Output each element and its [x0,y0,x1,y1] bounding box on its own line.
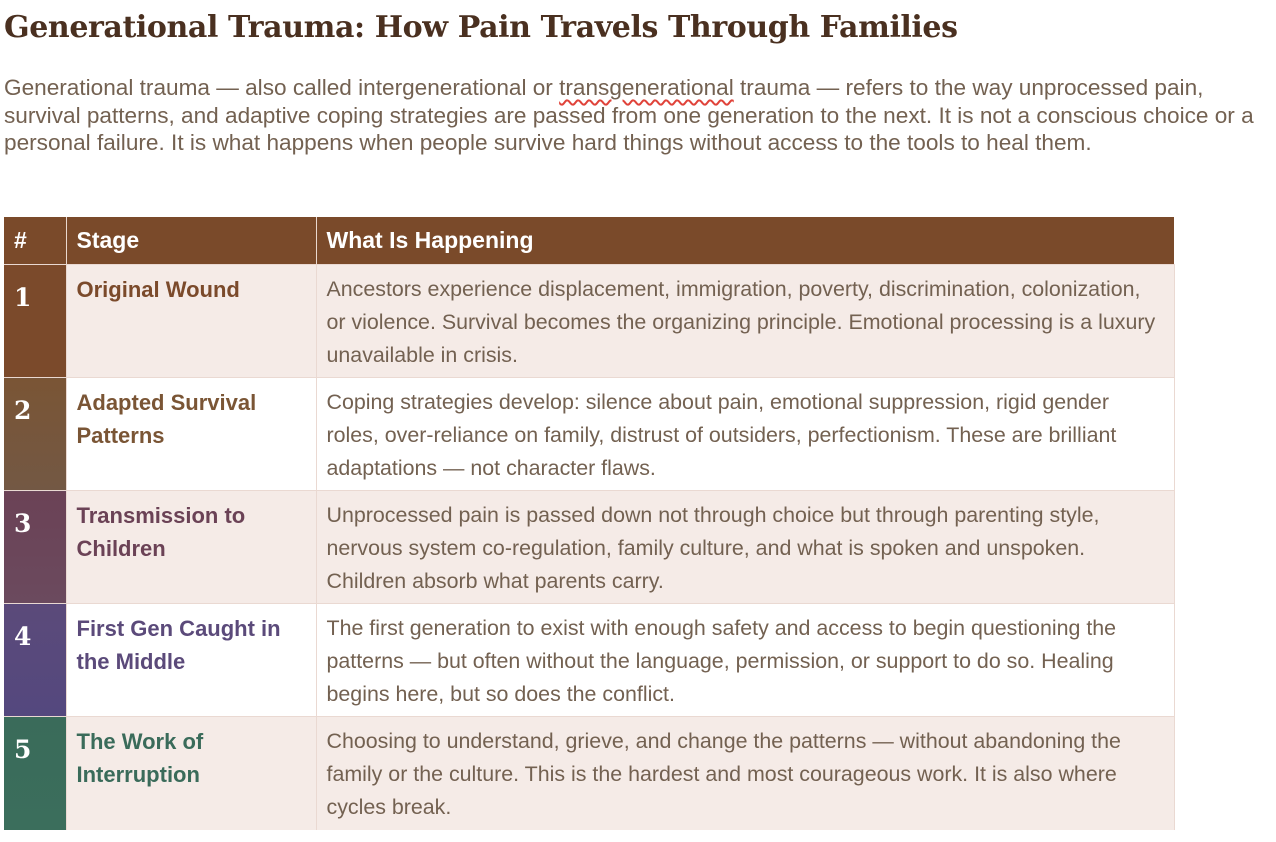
stage-name: First Gen Caught in the Middle [66,604,316,717]
stage-description: Choosing to understand, grieve, and change the patterns — without abandoning the family or the culture. This is the hardest and most courageous work. It is also where cycles break. [316,717,1174,830]
header-number: # [4,217,66,265]
spellcheck-flagged-word[interactable]: transgenerational [559,75,734,100]
header-what-is-happening: What Is Happening [316,217,1174,265]
intro-text-end: trauma — refers to the way unprocessed pain, survival patterns, and adaptive coping strategies are passed from one generation to the next. It is not a conscious choice or a personal failure. It is what happens when people survive hard things without access to the tools to heal them. [4,75,1254,155]
header-stage: Stage [66,217,316,265]
table-row [4,491,1174,604]
stage-name: The Work of Interruption [66,717,316,830]
stages-table [4,217,1175,830]
stage-description: Unprocessed pain is passed down not through choice but through parenting style, nervous system co-regulation, family culture, and what is spoken and unspoken. Children absorb what parents carry. [316,491,1174,604]
stage-description: Coping strategies develop: silence about pain, emotional suppression, rigid gender roles, over-reliance on family, distrust of outsiders, perfectionism. These are brilliant adaptations — not character flaws. [316,378,1174,491]
intro-text-start: Generational trauma — also called intergenerational or [4,75,560,100]
row-number: 5 [4,717,66,830]
row-number: 3 [4,491,66,604]
stage-description: Ancestors experience displacement, immigration, poverty, discrimination, colonization, or violence. Survival becomes the organizing principle. Emotional processing is a luxury unavailable in crisis. [316,265,1174,378]
table-row [4,265,1174,378]
table-header-row [4,217,1174,265]
stage-name: Transmission to Children [66,491,316,604]
page-title: Generational Trauma: How Pain Travels Through Families [4,10,958,45]
table-row [4,604,1174,717]
stage-name: Adapted Survival Patterns [66,378,316,491]
stage-description: The first generation to exist with enough safety and access to begin questioning the patterns — but often without the language, permission, or support to do so. Healing begins here, but so does the conflict. [316,604,1174,717]
table-row [4,717,1174,830]
table-row [4,378,1174,491]
intro-paragraph [4,74,1270,157]
stage-name: Original Wound [66,265,316,378]
row-number: 4 [4,604,66,717]
row-number: 2 [4,378,66,491]
row-number: 1 [4,265,66,378]
